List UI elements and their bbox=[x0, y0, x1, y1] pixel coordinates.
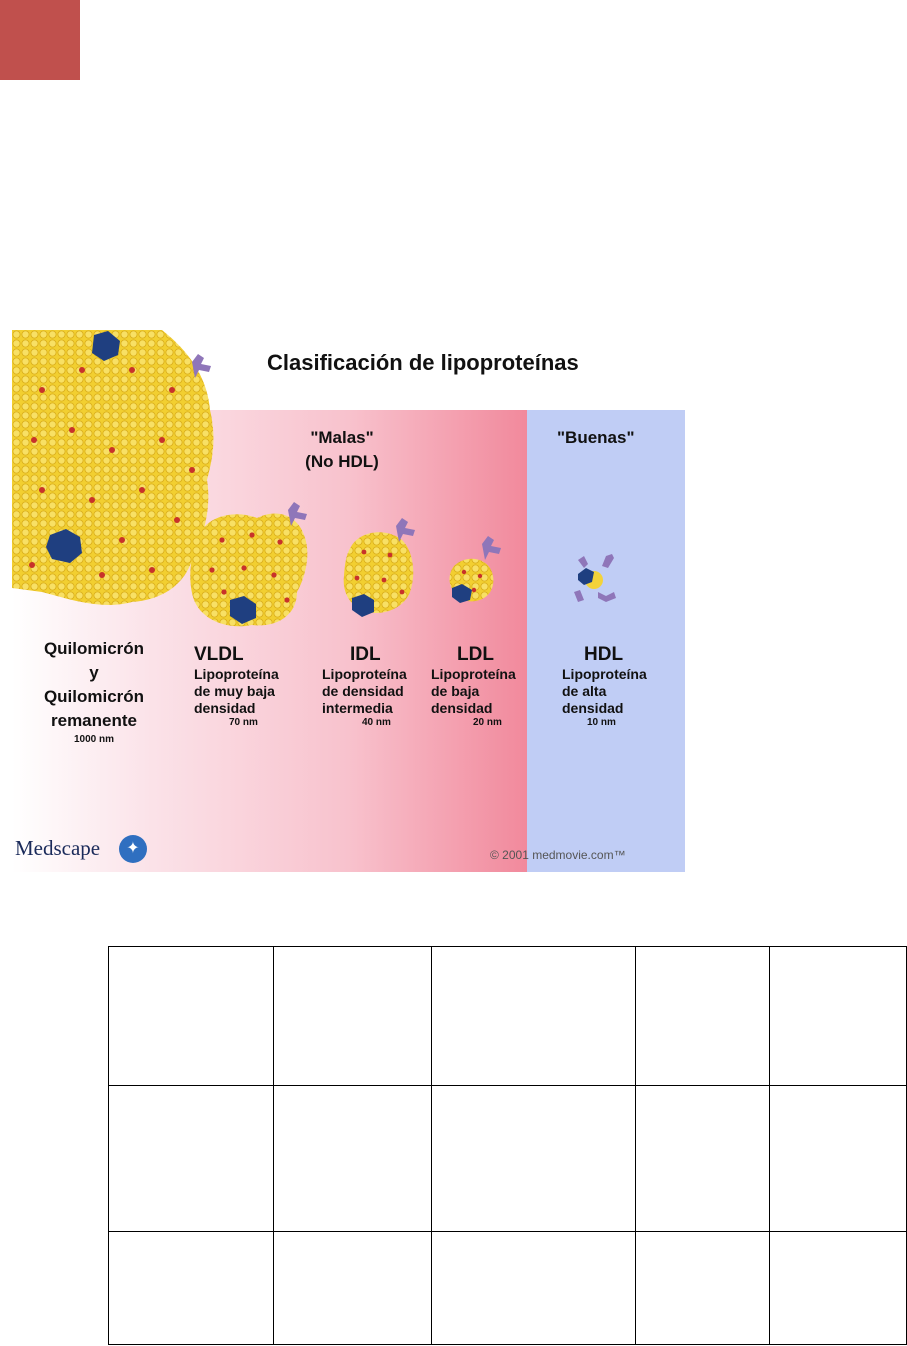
idl-label bbox=[322, 644, 407, 728]
table-cell bbox=[770, 947, 907, 1086]
idl-line1: Lipoproteína bbox=[322, 666, 407, 682]
vldl-particle bbox=[190, 502, 307, 626]
table-cell bbox=[636, 1232, 770, 1345]
good-group-label: "Buenas" bbox=[557, 428, 635, 447]
table-cell bbox=[274, 1086, 432, 1232]
vldl-line2: de muy baja bbox=[194, 683, 275, 699]
table-cell bbox=[770, 1232, 907, 1345]
vldl-line1: Lipoproteína bbox=[194, 666, 279, 682]
bad-group-line2: (No HDL) bbox=[305, 452, 379, 471]
table-cell bbox=[109, 1232, 274, 1345]
ldl-line3: densidad bbox=[431, 700, 493, 716]
table-cell bbox=[432, 1232, 636, 1345]
table-cell bbox=[432, 947, 636, 1086]
ldl-name: LDL bbox=[457, 644, 494, 665]
table-row bbox=[109, 1232, 907, 1345]
hdl-label bbox=[562, 644, 647, 728]
quilomicron-line2: y bbox=[89, 663, 99, 682]
idl-line2: de densidad bbox=[322, 683, 404, 699]
vldl-line3: densidad bbox=[194, 700, 256, 716]
chylomicron-particle bbox=[12, 330, 213, 605]
hdl-name: HDL bbox=[584, 644, 624, 665]
idl-name: IDL bbox=[350, 644, 381, 665]
ldl-particle bbox=[450, 536, 502, 603]
table-cell bbox=[274, 947, 432, 1086]
ldl-size: 20 nm bbox=[473, 717, 502, 728]
particles-illustration bbox=[12, 330, 685, 872]
vldl-name: VLDL bbox=[194, 644, 244, 665]
quilomicron-line1: Quilomicrón bbox=[43, 639, 145, 658]
quilomicron-label bbox=[30, 637, 158, 747]
ldl-line2: de baja bbox=[431, 683, 480, 699]
copyright-text: © 2001 medmovie.com™ bbox=[490, 848, 626, 862]
vldl-label bbox=[194, 644, 279, 728]
bad-group-line1: "Malas" bbox=[310, 428, 374, 447]
idl-particle bbox=[344, 518, 415, 617]
ldl-line1: Lipoproteína bbox=[431, 666, 516, 682]
medscape-logo-text: Medscape bbox=[15, 836, 101, 860]
quilomicron-line4: remanente bbox=[51, 711, 137, 730]
vldl-size: 70 nm bbox=[229, 717, 258, 728]
hdl-particle bbox=[574, 554, 616, 602]
table-cell bbox=[274, 1232, 432, 1345]
lipoprotein-classification-figure bbox=[12, 330, 685, 872]
hdl-line1: Lipoproteína bbox=[562, 666, 647, 682]
table-row bbox=[109, 1086, 907, 1232]
quilomicron-size: 1000 nm bbox=[73, 734, 115, 745]
hdl-line3: densidad bbox=[562, 700, 624, 716]
table-cell bbox=[109, 1086, 274, 1232]
table-cell bbox=[636, 947, 770, 1086]
hdl-line2: de alta bbox=[562, 683, 607, 699]
figure-title: Clasificación de lipoproteínas bbox=[267, 350, 579, 375]
ldl-label bbox=[431, 644, 516, 728]
table-cell bbox=[109, 947, 274, 1086]
bad-group-label bbox=[282, 428, 402, 472]
table-cell bbox=[770, 1086, 907, 1232]
corner-accent-block bbox=[0, 0, 80, 80]
idl-line3: intermedia bbox=[322, 700, 393, 716]
empty-table bbox=[108, 946, 907, 1345]
table-row bbox=[109, 947, 907, 1086]
quilomicron-line3: Quilomicrón bbox=[43, 687, 145, 706]
table-cell bbox=[432, 1086, 636, 1232]
hdl-size: 10 nm bbox=[587, 717, 616, 728]
medscape-logo-icon: ✦ bbox=[119, 835, 147, 863]
idl-size: 40 nm bbox=[362, 717, 391, 728]
table-cell bbox=[636, 1086, 770, 1232]
